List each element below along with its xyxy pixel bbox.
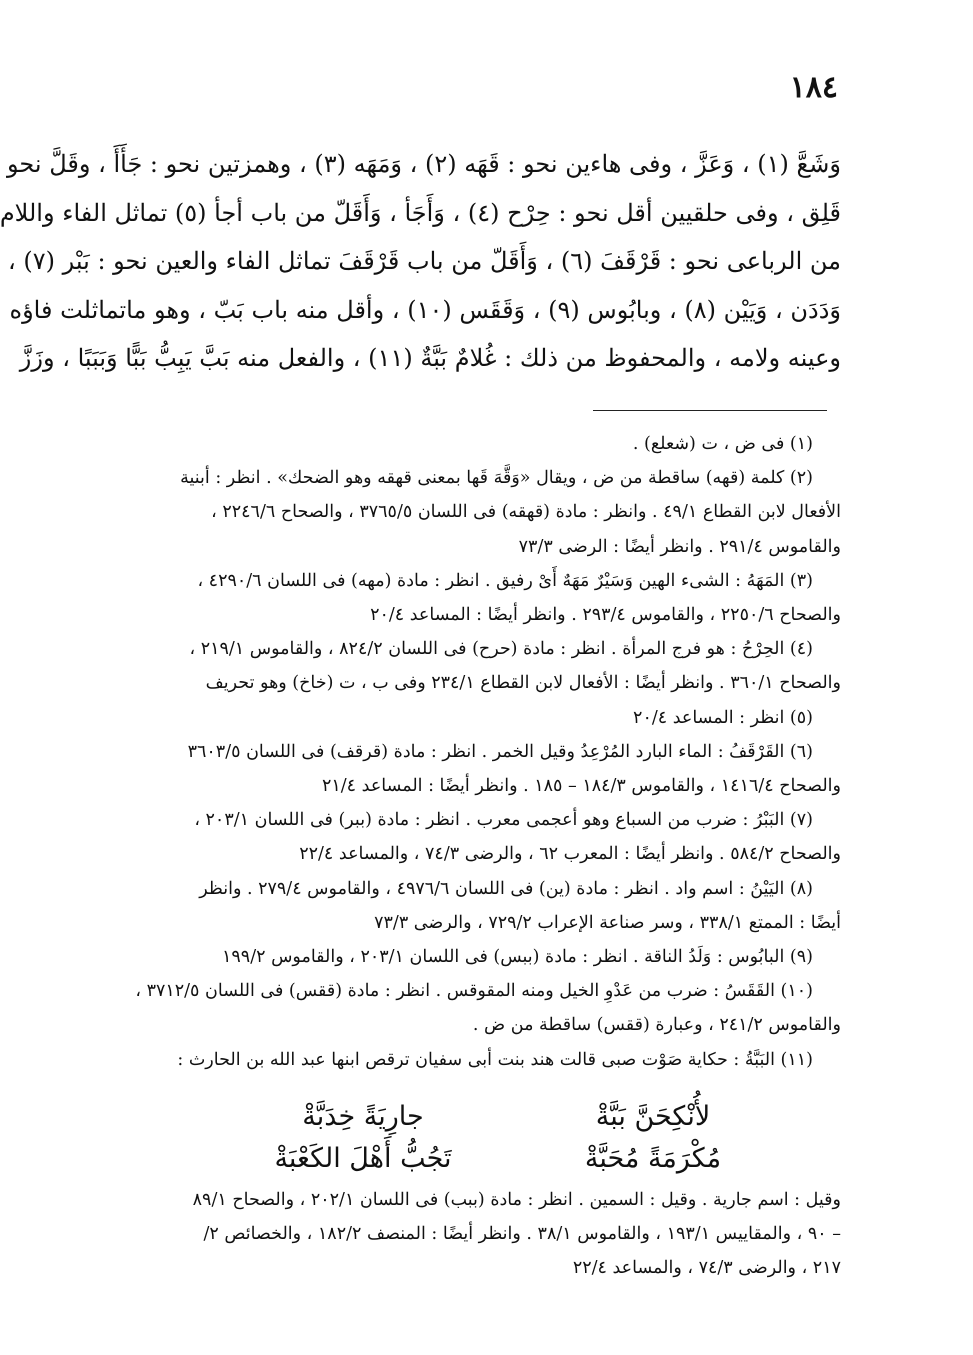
footnote-line: (٢) كلمة (قهه) ساقطة من ض ، ويقال «وَقَّهَ قَها بمعنى قهقه وهو الضحك» . انظر : أبنية: [180, 468, 813, 489]
footnote-line: (١) فى ض ، ت (شعلع) .: [632, 434, 813, 454]
footnote-line: وقيل : اسم جارية . وقيل : السمين . انظر : مادة (ببب) فى اللسان ٢٠٢/١ ، والصحاح ٨٩/١: [192, 1190, 841, 1210]
poem-verse: [248, 1096, 768, 1138]
footnote-line: ٢١٧ ، والرضى ٧٤/٣ ، والمساعد ٢٢/٤: [572, 1258, 841, 1279]
footnote-line: والصحاح ١٤١٦/٤ ، والقاموس ١٨٤/٣ – ١٨٥ . وانظر أيضًا : المساعد ٢١/٤: [321, 776, 841, 797]
poem-hemistich-right: مُكْرَمَةً مُحَبَّةْ: [584, 1143, 722, 1174]
footnote-line: (١١) البَبَّةُ : حكاية صَوْت صبى قالت هند بنت أبى سفيان ترقص ابنها عبد الله بن الحارث :: [177, 1049, 813, 1070]
footnote-11-continuation: [159, 1183, 841, 1286]
footnote-line: أيضًا : الممتع ٣٣٨/١ ، وسر صناعة الإعراب ٧٢٩/٢ ، والرضى ٧٣/٣: [374, 912, 841, 933]
poem-hemistich-left: تَجُبُّ أَهْلَ الكَعْبَةْ: [274, 1143, 452, 1174]
footnote-line: والصحاح ٥٨٤/٢ . وانظر أيضًا : المعرب ٦٢ ، والرضى ٧٤/٣ ، والمساعد ٢٢/٤: [299, 844, 841, 865]
footnote-1: [159, 427, 841, 461]
footnote-line: (٥) انظر : المساعد ٢٠/٤: [633, 707, 813, 728]
footnote-line: الأفعال لابن القطاع ٤٩/١ . وانظر : مادة (قهقه) فى اللسان ٣٧٦٥/٥ ، والصحاح ٢٢٤٦/٦ ،: [211, 502, 841, 523]
footnote-line: والصحاح ٢٢٥٠/٦ ، والقاموس ٢٩٣/٤ . وانظر أيضًا : المساعد ٢٠/٤: [370, 605, 841, 626]
footnote-line: (٦) القَرْقَفُ : الماء البارد المُرْعِدُ وقيل الخمر . انظر : مادة (قرقف) فى اللسان ٣٦٠٣/٥: [187, 741, 813, 762]
page-number: ١٨٤: [789, 70, 838, 105]
footnote-7: [159, 803, 841, 871]
footnote-line: والقاموس ٢٤١/٢ ، وعبارة (ققس) ساقطة من ض .: [472, 1015, 841, 1036]
footnote-8: [159, 872, 841, 940]
footnote-10: [135, 974, 841, 1042]
poem-verse: [248, 1138, 768, 1180]
footnote-line: (٨) اليَيْنُ : اسم واد . انظر : مادة (ين) فى اللسان ٤٩٧٦/٦ ، والقاموس ٢٧٩/٤ . وانظر: [199, 878, 813, 899]
footnote-separator: [593, 410, 827, 411]
footnote-line: – ٩٠ ، والمقاييس ١٩٣/١ ، والقاموس ٣٨/١ . وانظر أيضًا : المنصف ١٨٢/٢ ، والخصائص ٢/: [203, 1224, 841, 1245]
footnote-2: [159, 461, 841, 564]
main-text-line: من الرباعى نحو : قَرْقَفَ (٦) ، وَأَقَلّ من باب قَرْقَفَ تماثل الفاء والعين نحو : بَبْر (٧) ،: [8, 247, 841, 275]
main-text: [0, 140, 841, 383]
poem-hemistich-left: جارِيَةً خِدَبَّةْ: [302, 1101, 424, 1132]
footnote-6: [159, 735, 841, 803]
footnote-9: [159, 940, 841, 974]
poem-verses: [248, 1096, 768, 1180]
main-text-line: وَشَعَّ (١) ، وَعَزَّ ، وفى هاءين نحو : قَهَه (٢) ، وَمَهَه (٣) ، وهمزتين نحو : جَأَأَ ، وقَلَّ نحو: [7, 150, 841, 178]
main-text-line: وَدَدَن ، وَيَيْن (٨) ، وبابُوس (٩) ، وَقَقَس (١٠) ، وأقل منه باب بَبّ ، وهو ماتماثلت فاؤه: [9, 295, 841, 324]
main-text-line: وعينه ولامه ، والمحفوظ من ذلك : غُلامٌ بَبَّةٌ (١١) ، والفعل منه بَبَّ يَبِبُّ بَبًّا وَبَبَبًا ، وزَزَّ: [19, 344, 841, 372]
main-text-line: قَلِق ، وفى حلقيين أقل نحو : حِرْح (٤) ، وَأَجَأ ، وَأَقَلّ من باب أجأ (٥) تماثل الفاء واللام: [0, 198, 841, 227]
footnote-line: (٣) المَهَهُ : الشىء الهين وَسَيْرٌ مَهَهٌ أَىْ رفيق . انظر : مادة (مهه) فى اللسان ٤٢٩٠/٦ ،: [197, 570, 813, 591]
footnote-4: [159, 632, 841, 700]
footnote-line: والقاموس ٢٩١/٤ . وانظر أيضًا : الرضى ٧٣/٣: [518, 536, 841, 557]
footnote-5: [159, 701, 841, 735]
footnotes: [135, 427, 841, 1077]
footnote-11: [159, 1043, 841, 1077]
poem-hemistich-right: لأُنْكِحَنَّ بَبَّةْ: [595, 1101, 711, 1132]
footnote-line: والصحاح ٣٦٠/١ . وانظر أيضًا : الأفعال لابن القطاع ٢٣٤/١ وفى ب ، ت (خاخ) وهو تحريف: [205, 673, 841, 694]
footnote-line: (١٠) القَقَسُ : ضرب من عَدْوِ الخيل ومنه المقوقس . انظر : مادة (ققس) فى اللسان ٣٧١٢/٥ ،: [135, 981, 813, 1002]
footnote-line: (٧) البَبْرُ : ضرب من السباع وهو أعجمى معرب . انظر : مادة (ببر) فى اللسان ٢٠٣/١ ،: [194, 810, 813, 831]
footnote-3: [159, 564, 841, 632]
footnote-line: (٩) البابُوس : وَلَدُ الناقة . انظر : مادة (ببس) فى اللسان ٢٠٣/١ ، والقاموس ١٩٩/٢: [222, 947, 813, 968]
footnote-line: (٤) الحِرْحُ : هو فرج المرأة . انظر : مادة (حرح) فى اللسان ٨٢٤/٢ ، والقاموس ٢١٩/١ ،: [189, 639, 813, 660]
